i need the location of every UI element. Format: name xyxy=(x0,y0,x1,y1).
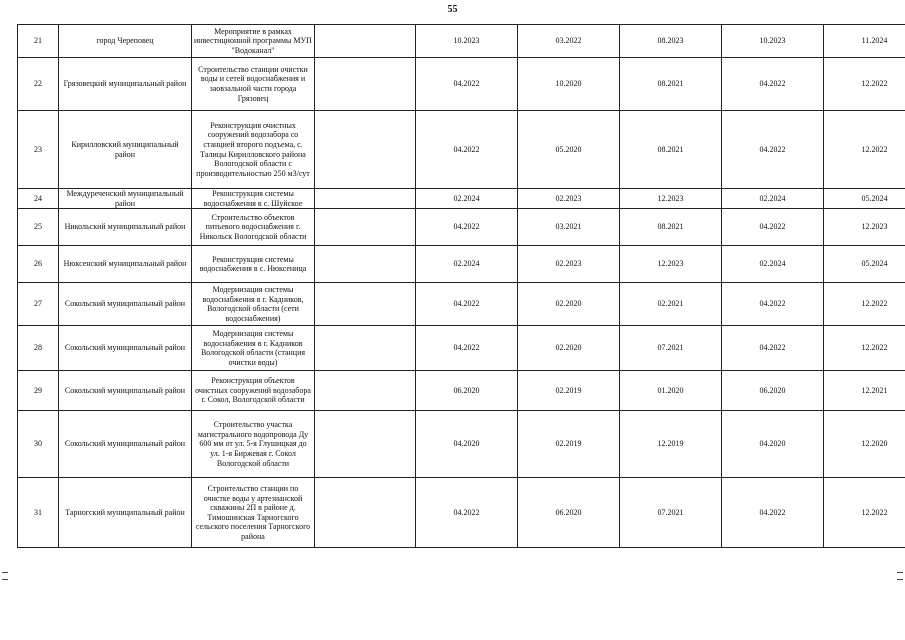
district-cell: Сокольский муниципальный район xyxy=(59,371,192,411)
date-cell-4: 02.2024 xyxy=(722,246,824,283)
date-cell-2: 05.2020 xyxy=(518,111,620,189)
table-row xyxy=(18,209,905,246)
date-cell-1: 10.2023 xyxy=(416,25,518,58)
date-cell-5: 12.2023 xyxy=(824,209,905,246)
event-cell: Реконструкция системы водоснабжения в с. Шуйское xyxy=(192,189,315,209)
date-cell-1: 04.2022 xyxy=(416,283,518,326)
date-cell-3: 12.2019 xyxy=(620,411,722,478)
date-cell-1: 04.2022 xyxy=(416,209,518,246)
date-cell-2: 02.2020 xyxy=(518,326,620,371)
district-cell: Тарногский муниципальный район xyxy=(59,478,192,548)
page-number: 55 xyxy=(447,4,458,15)
event-cell: Строительство участка магистрального водопровода Ду 600 мм от ул. 5-я Глушицкая до ул. 1-я Биржевая г. Сокол Вологодской области xyxy=(192,411,315,478)
table-row xyxy=(18,371,905,411)
empty-cell xyxy=(315,246,416,283)
date-cell-4: 10.2023 xyxy=(722,25,824,58)
table-row xyxy=(18,25,905,58)
district-cell: Никольский муниципальный район xyxy=(59,209,192,246)
date-cell-3: 08.2021 xyxy=(620,209,722,246)
row-number-cell: 30 xyxy=(18,411,59,478)
date-cell-4: 04.2022 xyxy=(722,209,824,246)
date-cell-4: 06.2020 xyxy=(722,371,824,411)
date-cell-1: 04.2022 xyxy=(416,111,518,189)
date-cell-3: 12.2023 xyxy=(620,189,722,209)
date-cell-3: 07.2021 xyxy=(620,326,722,371)
date-cell-1: 04.2022 xyxy=(416,478,518,548)
date-cell-5: 12.2022 xyxy=(824,326,905,371)
date-cell-2: 03.2022 xyxy=(518,25,620,58)
empty-cell xyxy=(315,371,416,411)
date-cell-4: 04.2022 xyxy=(722,283,824,326)
row-number-cell: 22 xyxy=(18,58,59,111)
row-number-cell: 24 xyxy=(18,189,59,209)
date-cell-2: 02.2023 xyxy=(518,189,620,209)
date-cell-5: 12.2020 xyxy=(824,411,905,478)
row-number-cell: 29 xyxy=(18,371,59,411)
event-cell: Модернизация системы водоснабжения в г. Кадников Вологодской области (станция очистки воды) xyxy=(192,326,315,371)
empty-cell xyxy=(315,326,416,371)
table-row xyxy=(18,411,905,478)
table-row xyxy=(18,58,905,111)
district-cell: Нюксенский муниципальный район xyxy=(59,246,192,283)
date-cell-5: 12.2022 xyxy=(824,58,905,111)
district-cell: город Череповец xyxy=(59,25,192,58)
row-number-cell: 21 xyxy=(18,25,59,58)
date-cell-2: 02.2020 xyxy=(518,283,620,326)
district-cell: Сокольский муниципальный район xyxy=(59,326,192,371)
row-number-cell: 25 xyxy=(18,209,59,246)
date-cell-3: 07.2021 xyxy=(620,478,722,548)
district-cell: Сокольский муниципальный район xyxy=(59,283,192,326)
date-cell-4: 02.2024 xyxy=(722,189,824,209)
date-cell-1: 02.2024 xyxy=(416,246,518,283)
event-cell: Строительство станции очистки воды и сетей водоснабжения и заовзальной части города Грязовец xyxy=(192,58,315,111)
date-cell-1: 04.2020 xyxy=(416,411,518,478)
date-cell-5: 05.2024 xyxy=(824,189,905,209)
empty-cell xyxy=(315,25,416,58)
date-cell-5: 12.2021 xyxy=(824,371,905,411)
margin-mark-right xyxy=(897,572,903,573)
date-cell-1: 02.2024 xyxy=(416,189,518,209)
date-cell-3: 08.2021 xyxy=(620,58,722,111)
table-row xyxy=(18,189,905,209)
district-cell: Грязовецкий муниципальный район xyxy=(59,58,192,111)
date-cell-3: 02.2021 xyxy=(620,283,722,326)
row-number-cell: 27 xyxy=(18,283,59,326)
date-cell-4: 04.2022 xyxy=(722,326,824,371)
date-cell-2: 03.2021 xyxy=(518,209,620,246)
event-cell: Реконструкция очистных сооружений водозабора со станцией второго подъема, с. Талицы Кирилловского района Вологодской области с производительностью 250 м3/сут xyxy=(192,111,315,189)
district-cell: Междуреченский муниципальный район xyxy=(59,189,192,209)
date-cell-3: 08.2021 xyxy=(620,111,722,189)
schedule-table xyxy=(17,24,905,548)
date-cell-5: 11.2024 xyxy=(824,25,905,58)
date-cell-1: 04.2022 xyxy=(416,326,518,371)
date-cell-5: 12.2022 xyxy=(824,283,905,326)
margin-mark-left xyxy=(2,572,8,573)
date-cell-3: 08.2023 xyxy=(620,25,722,58)
date-cell-3: 01.2020 xyxy=(620,371,722,411)
date-cell-1: 06.2020 xyxy=(416,371,518,411)
date-cell-2: 06.2020 xyxy=(518,478,620,548)
empty-cell xyxy=(315,283,416,326)
empty-cell xyxy=(315,209,416,246)
row-number-cell: 23 xyxy=(18,111,59,189)
event-cell: Реконструкция системы водоснабжения в с. Нюксеница xyxy=(192,246,315,283)
row-number-cell: 26 xyxy=(18,246,59,283)
date-cell-4: 04.2022 xyxy=(722,478,824,548)
empty-cell xyxy=(315,189,416,209)
empty-cell xyxy=(315,58,416,111)
date-cell-4: 04.2022 xyxy=(722,111,824,189)
event-cell: Модернизация системы водоснабжения в г. Кадников, Вологодской области (сети водоснабжения) xyxy=(192,283,315,326)
date-cell-2: 10.2020 xyxy=(518,58,620,111)
table-row xyxy=(18,246,905,283)
margin-mark-right xyxy=(897,579,903,580)
date-cell-4: 04.2020 xyxy=(722,411,824,478)
date-cell-4: 04.2022 xyxy=(722,58,824,111)
row-number-cell: 31 xyxy=(18,478,59,548)
district-cell: Кирилловский муниципальный район xyxy=(59,111,192,189)
row-number-cell: 28 xyxy=(18,326,59,371)
table-row xyxy=(18,478,905,548)
table-row xyxy=(18,283,905,326)
event-cell: Реконструкция объектов очистных сооружений водозабора г. Сокол, Вологодской области xyxy=(192,371,315,411)
date-cell-3: 12.2023 xyxy=(620,246,722,283)
margin-mark-left xyxy=(2,579,8,580)
table-row xyxy=(18,111,905,189)
empty-cell xyxy=(315,111,416,189)
date-cell-2: 02.2019 xyxy=(518,411,620,478)
date-cell-5: 12.2022 xyxy=(824,478,905,548)
table-body xyxy=(18,25,905,548)
date-cell-1: 04.2022 xyxy=(416,58,518,111)
empty-cell xyxy=(315,411,416,478)
event-cell: Мероприятие в рамках инвестиционной программы МУП "Водоканал" xyxy=(192,25,315,58)
date-cell-5: 05.2024 xyxy=(824,246,905,283)
empty-cell xyxy=(315,478,416,548)
event-cell: Строительство станции по очистке воды у артезианской скважины 2П в районе д. Тимошинская Тарногского сельского поселения Тарногского района xyxy=(192,478,315,548)
event-cell: Строительство объектов питьевого водоснабжения г. Никольск Вологодской области xyxy=(192,209,315,246)
date-cell-5: 12.2022 xyxy=(824,111,905,189)
district-cell: Сокольский муниципальный район xyxy=(59,411,192,478)
table-row xyxy=(18,326,905,371)
date-cell-2: 02.2023 xyxy=(518,246,620,283)
date-cell-2: 02.2019 xyxy=(518,371,620,411)
